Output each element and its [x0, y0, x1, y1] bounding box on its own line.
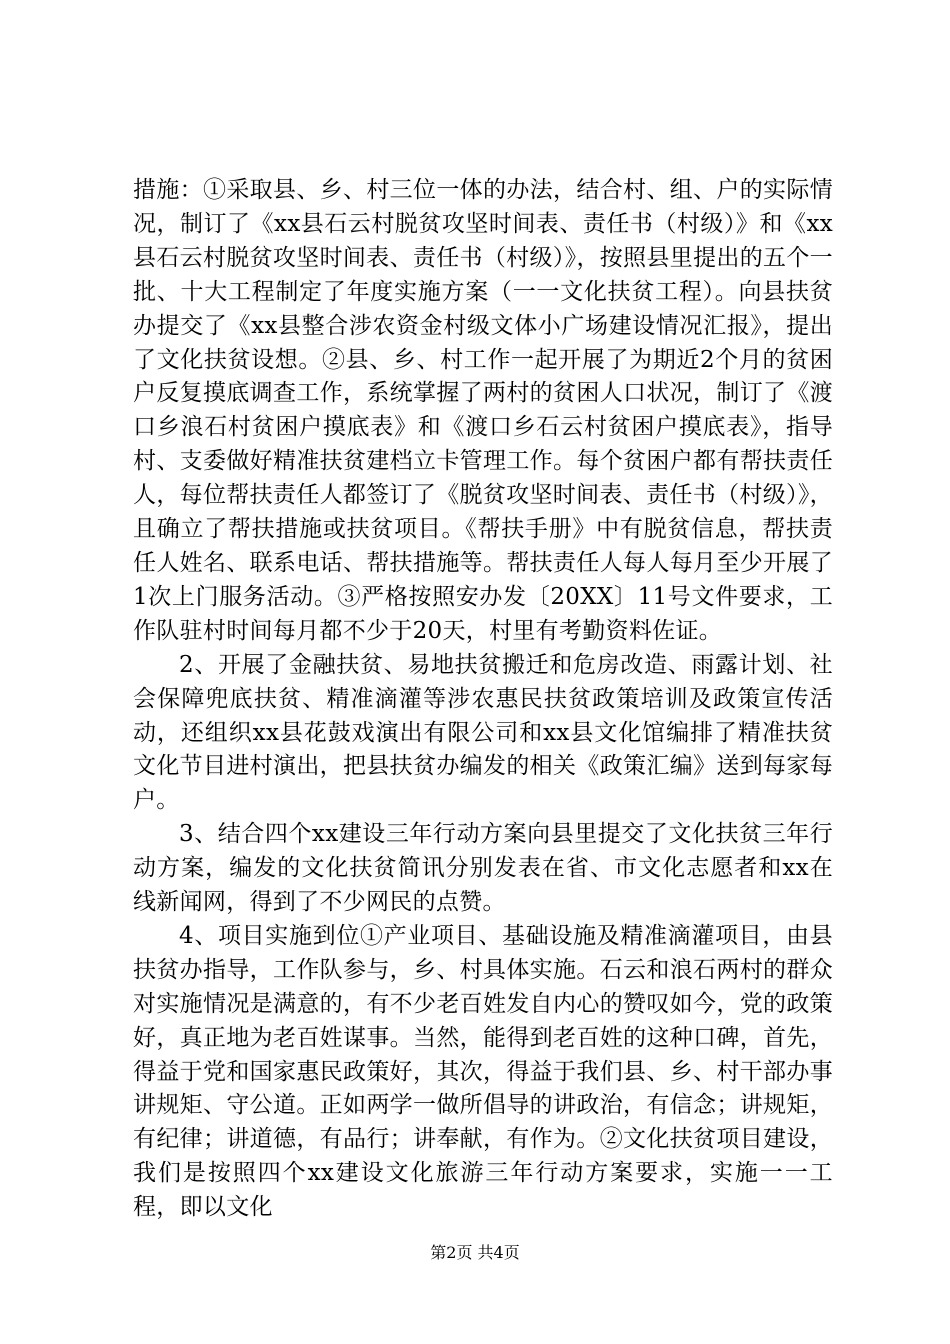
document-body	[133, 174, 833, 1225]
paragraph-item-4: 4、项目实施到位①产业项目、基础设施及精准滴灌项目，由县扶贫办指导，工作队参与，乡、村具体实施。石云和浪石两村的群众对实施情况是满意的，有不少老百姓发自内心的赞叹如今，党的政策好，真正地为老百姓谋事。当然，能得到老百姓的这种口碑，首先，得益于党和国家惠民政策好，其次，得益于我们县、乡、村干部办事讲规矩、守公道。正如两学一做所倡导的讲政治，有信念；讲规矩，有纪律；讲道德，有品行；讲奉献，有作为。②文化扶贫项目建设，我们是按照四个xx建设文化旅游三年行动方案要求，实施一一工程，即以文化	[133, 922, 833, 1221]
paragraph-measures: 措施：①采取县、乡、村三位一体的办法，结合村、组、户的实际情况，制订了《xx县石云村脱贫攻坚时间表、责任书（村级）》和《xx县石云村脱贫攻坚时间表、责任书（村级）》，按照县里提出的五个一批、十大工程制定了年度实施方案（一一文化扶贫工程）。向县扶贫办提交了《xx县整合涉农资金村级文体小广场建设情况汇报》，提出了文化扶贫设想。②县、乡、村工作一起开展了为期近2个月的贫困户反复摸底调查工作，系统掌握了两村的贫困人口状况，制订了《渡口乡浪石村贫困户摸底表》和《渡口乡石云村贫困户摸底表》，指导村、支委做好精准扶贫建档立卡管理工作。每个贫困户都有帮扶责任人，每位帮扶责任人都签订了《脱贫攻坚时间表、责任书（村级）》，且确立了帮扶措施或扶贫项目。《帮扶手册》中有脱贫信息，帮扶责任人姓名、联系电话、帮扶措施等。帮扶责任人每人每月至少开展了1次上门服务活动。③严格按照安办发〔20XX〕11号文件要求，工作队驻村时间每月都不少于20天，村里有考勤资料佐证。	[133, 177, 833, 644]
page-footer: 第2页 共4页	[430, 1243, 520, 1262]
paragraph-item-3: 3、结合四个xx建设三年行动方案向县里提交了文化扶贫三年行动方案，编发的文化扶贫简讯分别发表在省、市文化志愿者和xx在线新闻网，得到了不少网民的点赞。	[133, 821, 833, 916]
paragraph-item-2: 2、开展了金融扶贫、易地扶贫搬迁和危房改造、雨露计划、社会保障兜底扶贫、精准滴灌等涉农惠民扶贫政策培训及政策宣传活动，还组织xx县花鼓戏演出有限公司和xx县文化馆编排了精准扶贫文化节目进村演出，把县扶贫办编发的相关《政策汇编》送到每家每户。	[133, 651, 833, 814]
